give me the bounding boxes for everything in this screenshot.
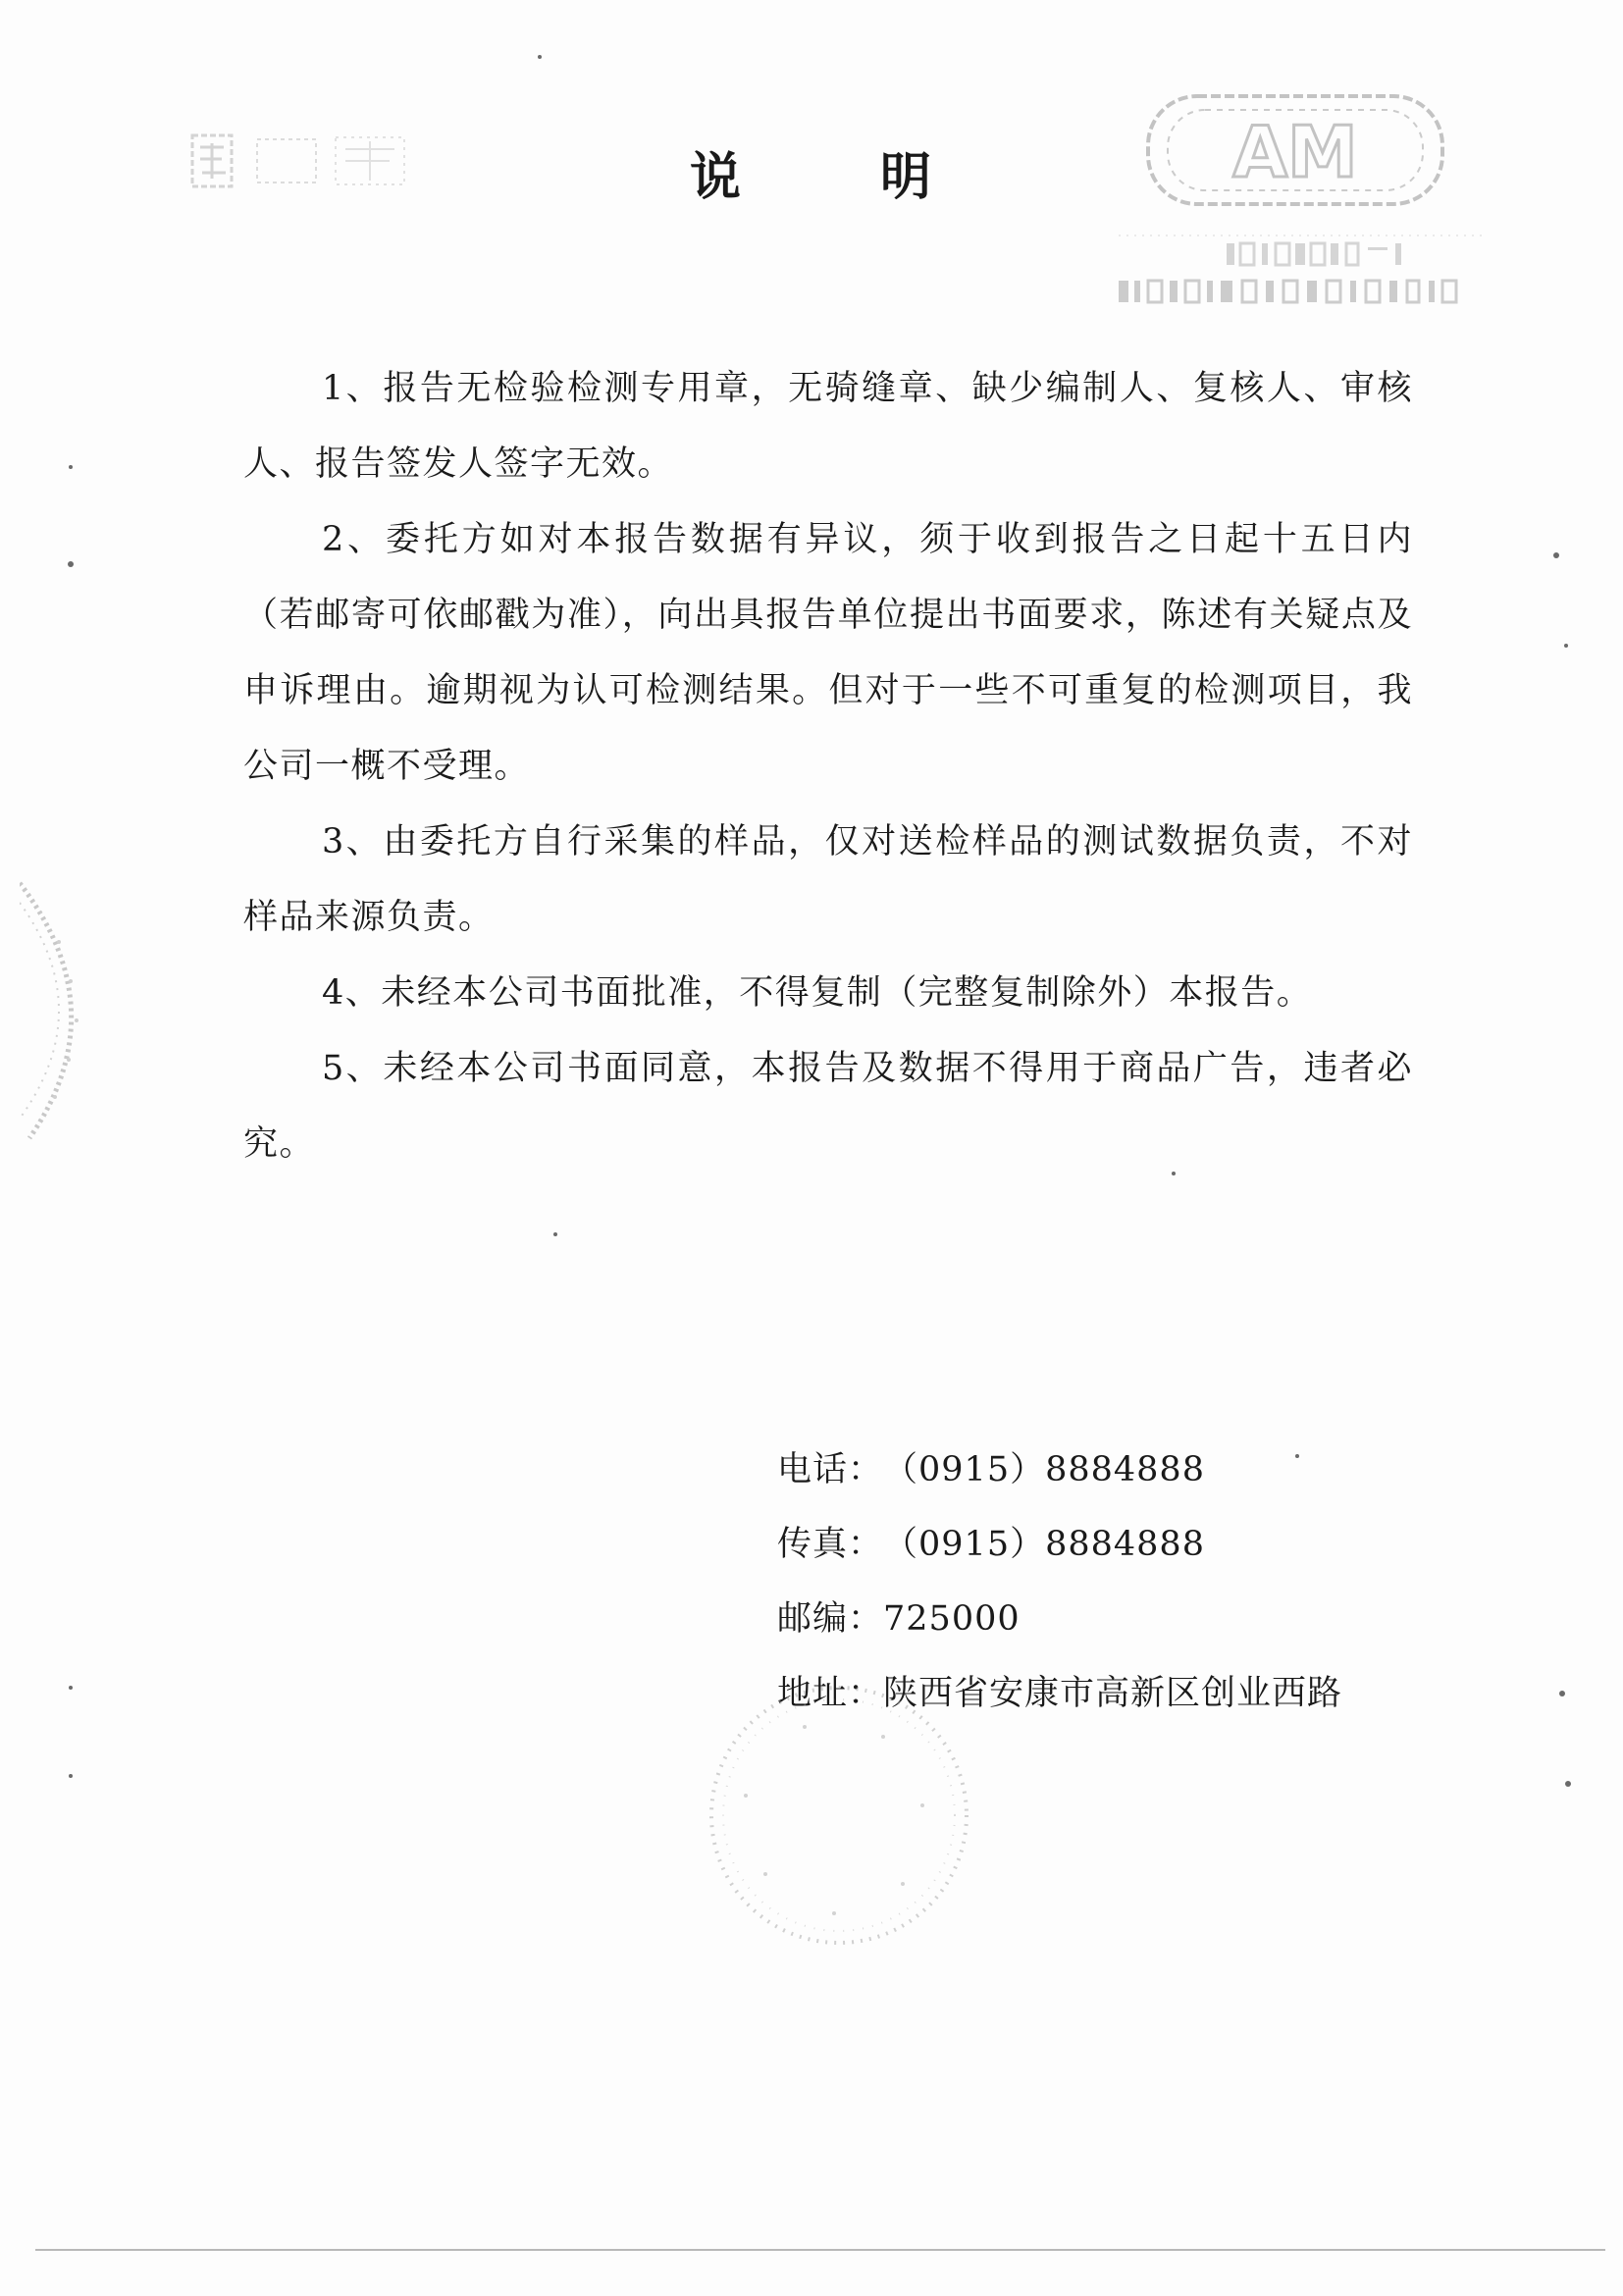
- seam-seal-fragment: [20, 863, 128, 1158]
- address-value: 陕西省安康市高新区创业西路: [883, 1674, 1343, 1713]
- term-item-3: 3、由委托方自行采集的样品，仅对送检样品的测试数据负责，不对样品来源负责。: [243, 822, 1413, 937]
- phone-value: （0915）8884888: [883, 1450, 1205, 1489]
- fax-row: [777, 1507, 1484, 1582]
- title-char-2: 明: [880, 148, 934, 207]
- term-item-2: 2、委托方如对本报告数据有异议，须于收到报告之日起十五日内（若邮寄可依邮戳为准），向出具报告单位提出书面要求，陈述有关疑点及申诉理由。逾期视为认可检测结果。但对于一些不可重复的检测项目，我公司一概不受理。: [243, 520, 1413, 786]
- stamp-logo-text: AM: [1232, 111, 1358, 193]
- company-seal-faded: [687, 1668, 991, 1962]
- page-bottom-edge: [35, 2249, 1605, 2251]
- term-item-5: 5、未经本公司书面同意，本报告及数据不得用于商品广告，违者必究。: [243, 1049, 1413, 1164]
- phone-row: [777, 1433, 1484, 1507]
- address-label: 地址：: [777, 1674, 884, 1713]
- document-title: [0, 135, 1623, 209]
- fax-label: 传真：: [777, 1525, 884, 1564]
- postcode-value: 725000: [883, 1599, 1021, 1639]
- terms-list: [243, 351, 1413, 1182]
- term-item-1: 1、报告无检验检测专用章，无骑缝章、缺少编制人、复核人、审核人、报告签发人签字无效。: [243, 369, 1413, 484]
- phone-label: 电话：: [777, 1450, 884, 1489]
- postcode-row: [777, 1582, 1484, 1656]
- title-char-1: 说: [689, 148, 743, 207]
- term-item-4: 4、未经本公司书面批准，不得复制（完整复制除外）本报告。: [322, 973, 1313, 1013]
- fax-value: （0915）8884888: [883, 1525, 1205, 1564]
- postcode-label: 邮编：: [777, 1599, 884, 1639]
